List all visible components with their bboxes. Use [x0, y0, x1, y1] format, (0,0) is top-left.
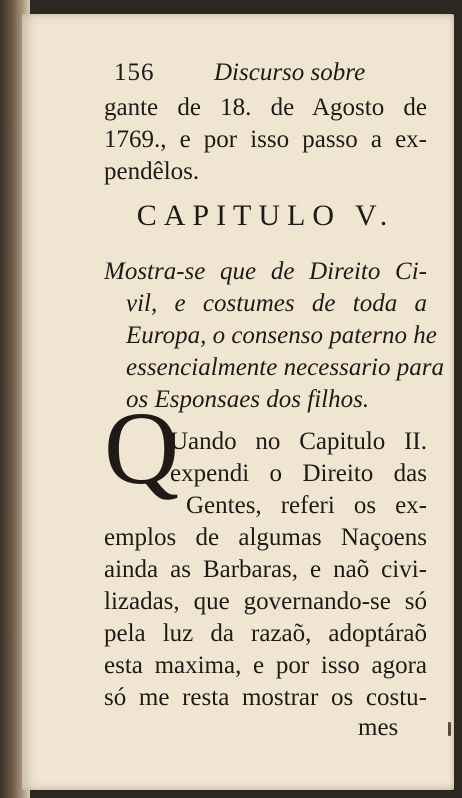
body-line: expendi o Direito das — [170, 460, 427, 487]
body-line: Gentes, referi os ex- — [186, 492, 427, 519]
intro-line: pendêlos. — [104, 158, 200, 185]
body-line: Uando no Capitulo II. — [170, 428, 427, 455]
body-line: emplos de algumas Naçoens — [104, 524, 427, 551]
intro-line: gante de 18. de Agosto de — [104, 94, 427, 121]
summary-line: os Esponsaes dos filhos. — [126, 386, 370, 413]
body-line: só me resta mostrar os costu- — [104, 684, 427, 711]
chapter-title: CAPITULO V. — [136, 199, 395, 232]
summary-line: Europa, o consenso paterno he — [126, 322, 437, 349]
drop-cap: Q — [104, 391, 180, 506]
catchword: mes — [358, 714, 399, 741]
body-line: ainda as Barbaras, e naõ civi- — [104, 556, 427, 583]
summary-line: essencialmente necessario para — [126, 354, 444, 381]
body-line: esta maxima, e por isso agora — [104, 652, 427, 679]
page-number: 156 — [114, 59, 155, 86]
body-line: pela luz da razaõ, adoptáraõ — [104, 620, 427, 647]
summary-line: Mostra-se que de Direito Ci- — [104, 258, 427, 285]
intro-line: 1769., e por isso passo a ex- — [104, 126, 427, 153]
summary-line: vil, e costumes de toda a — [126, 290, 427, 317]
page-header — [104, 56, 427, 90]
page-edge-mark — [448, 722, 451, 736]
running-head: Discurso sobre — [214, 59, 366, 86]
body-line: lizadas, que governando-se só — [104, 588, 427, 615]
